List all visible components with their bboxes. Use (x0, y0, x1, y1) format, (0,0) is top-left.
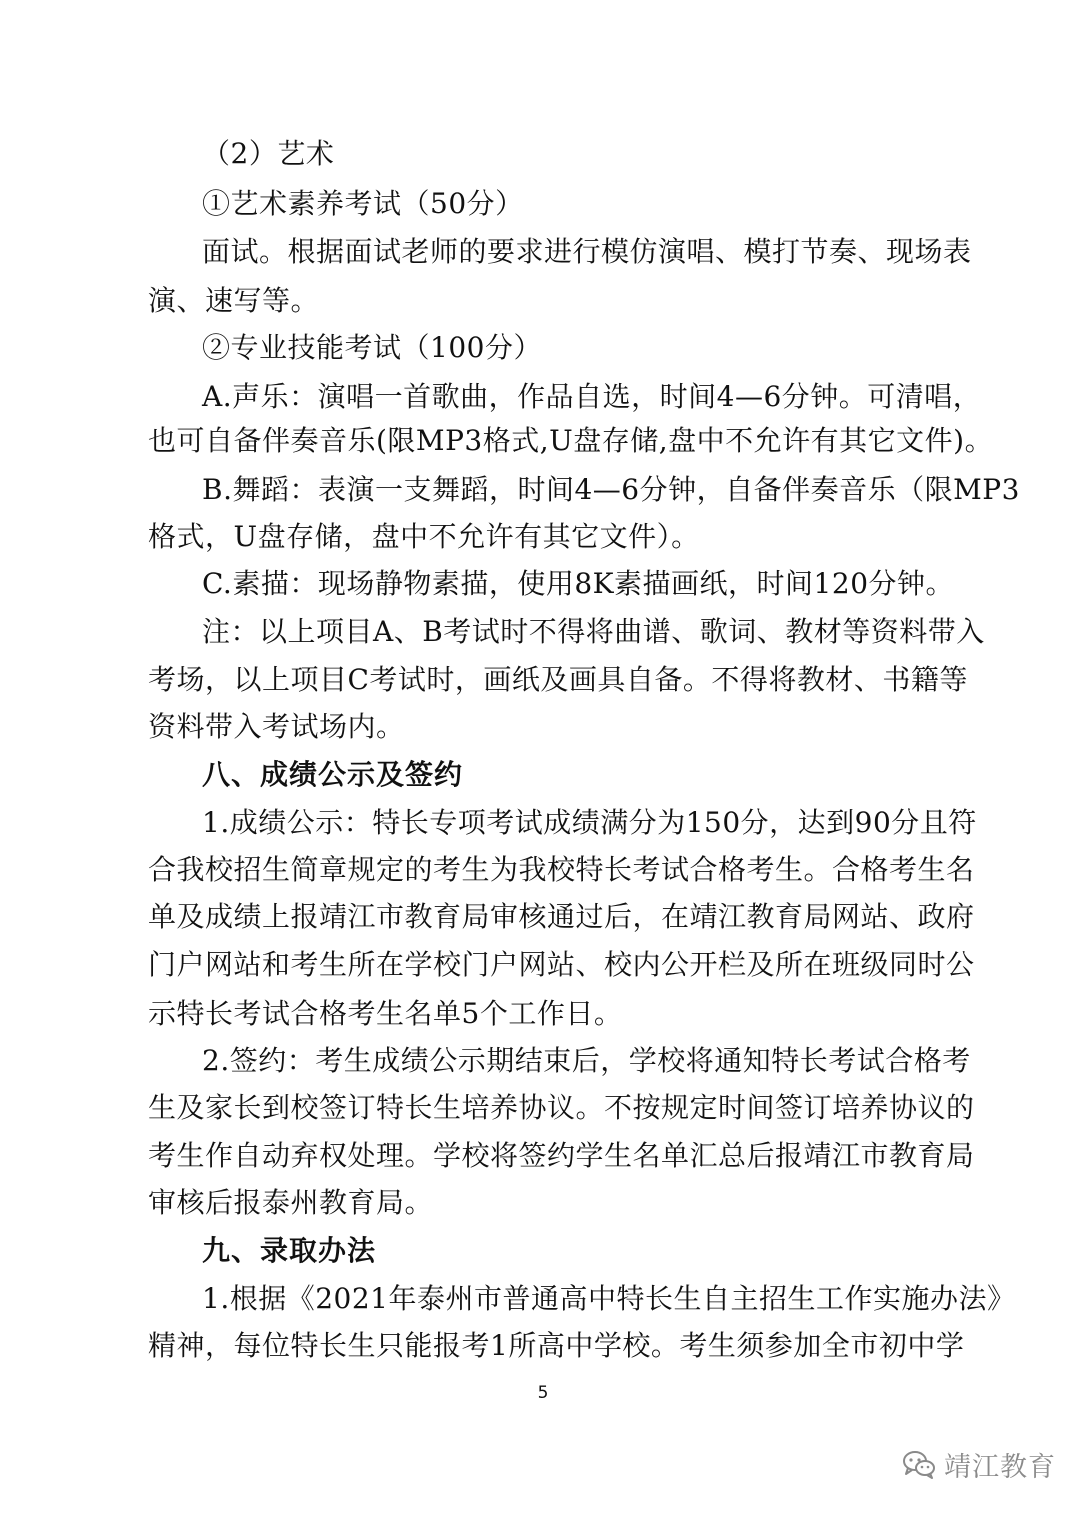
paragraph-line: ①艺术素养考试（50分） (202, 187, 524, 220)
section-heading-9: 九、录取办法 (202, 1234, 377, 1267)
paragraph-line: 考生作自动弃权处理。学校将签约学生名单汇总后报靖江市教育局 (148, 1139, 975, 1172)
paragraph-line: 考场，以上项目C考试时，画纸及画具自备。不得将教材、书籍等 (148, 663, 968, 696)
paragraph-line: 2.签约：考生成绩公示期结束后，学校将通知特长考试合格考 (202, 1044, 971, 1077)
paragraph-line: 合我校招生简章规定的考生为我校特长考试合格考生。合格考生名 (148, 853, 975, 886)
paragraph-line: 也可自备伴奏音乐(限MP3格式,U盘存储,盘中不允许有其它文件)。 (148, 424, 994, 457)
paragraph-line: 1.成绩公示：特长专项考试成绩满分为150分，达到90分且符 (202, 806, 977, 839)
paragraph-line: 精神，每位特长生只能报考1所高中学校。考生须参加全市初中学 (148, 1329, 965, 1362)
paragraph-line: ②专业技能考试（100分） (202, 331, 542, 364)
paragraph-line: 单及成绩上报靖江市教育局审核通过后，在靖江教育局网站、政府 (148, 900, 975, 933)
paragraph-line: 演、速写等。 (148, 284, 320, 317)
paragraph-line: 1.根据《2021年泰州市普通高中特长生自主招生工作实施办法》 (202, 1282, 1016, 1315)
page-number: 5 (537, 1383, 549, 1403)
paragraph-line: 面试。根据面试老师的要求进行模仿演唱、模打节奏、现场表 (202, 235, 972, 268)
sub-heading-art: （2）艺术 (202, 137, 335, 170)
paragraph-line: 门户网站和考生所在学校门户网站、校内公开栏及所在班级同时公 (148, 948, 975, 981)
paragraph-line: 格式，U盘存储，盘中不允许有其它文件）。 (148, 520, 700, 553)
watermark-text: 靖江教育 (944, 1451, 1056, 1483)
paragraph-line: 资料带入考试场内。 (148, 710, 405, 743)
paragraph-line: 示特长考试合格考生名单5个工作日。 (148, 997, 623, 1030)
watermark (902, 1444, 1056, 1484)
paragraph-line: B.舞蹈：表演一支舞蹈，时间4—6分钟，自备伴奏音乐（限MP3 (202, 473, 1020, 506)
section-heading-8: 八、成绩公示及签约 (202, 758, 464, 791)
paragraph-line: C.素描：现场静物素描，使用8K素描画纸，时间120分钟。 (202, 567, 955, 600)
wechat-icon (902, 1449, 936, 1479)
paragraph-line: 注：以上项目A、B考试时不得将曲谱、歌词、教材等资料带入 (202, 615, 985, 648)
paragraph-line: 生及家长到校签订特长生培养协议。不按规定时间签订培养协议的 (148, 1091, 975, 1124)
paragraph-line: 审核后报泰州教育局。 (148, 1186, 434, 1219)
paragraph-line: A.声乐：演唱一首歌曲，作品自选，时间4—6分钟。可清唱， (202, 380, 982, 413)
